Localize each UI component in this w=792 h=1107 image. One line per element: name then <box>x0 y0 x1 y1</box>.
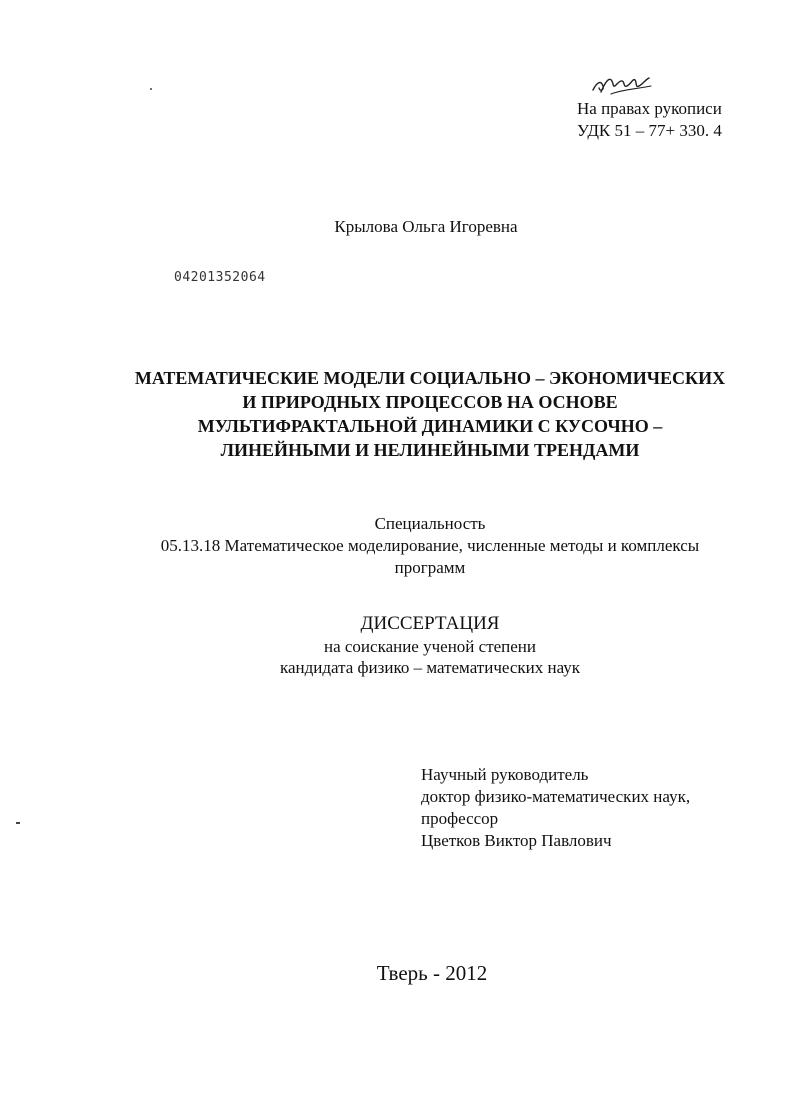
city-year <box>0 960 792 986</box>
advisor-block <box>421 764 690 852</box>
title-line: И ПРИРОДНЫХ ПРОЦЕССОВ НА ОСНОВЕ <box>242 392 618 412</box>
dissertation-title <box>70 366 790 462</box>
scan-speck <box>16 822 20 824</box>
dissertation-heading: ДИССЕРТАЦИЯ <box>360 613 500 634</box>
author-name <box>0 216 792 238</box>
rights-line: На правах рукописи <box>577 99 722 118</box>
specialty-code-line-cont: программ <box>394 558 466 577</box>
manuscript-rights-block <box>577 98 722 142</box>
udc-line: УДК 51 – 77+ 330. 4 <box>577 121 722 140</box>
advisor-title: профессор <box>421 809 499 828</box>
dissertation-block <box>70 612 790 678</box>
city-year-text: Тверь - 2012 <box>376 961 488 985</box>
author-name-text: Крылова Ольга Игоревна <box>334 217 518 236</box>
library-stamp-number: 04201352064 <box>174 270 266 285</box>
degree-line: на соискание ученой степени <box>323 637 537 656</box>
specialty-block <box>70 513 790 579</box>
advisor-name: Цветков Виктор Павлович <box>421 831 612 850</box>
degree-field-line: кандидата физико – математических наук <box>279 658 581 677</box>
handwritten-signature <box>591 72 653 98</box>
specialty-code-line: 05.13.18 Математическое моделирование, численные методы и комплексы <box>160 536 700 555</box>
scan-speck <box>150 88 152 90</box>
title-line: ЛИНЕЙНЫМИ И НЕЛИНЕЙНЫМИ ТРЕНДАМИ <box>220 440 640 460</box>
advisor-degree: доктор физико-математических наук, <box>421 787 691 806</box>
title-line: МУЛЬТИФРАКТАЛЬНОЙ ДИНАМИКИ С КУСОЧНО – <box>197 416 663 436</box>
title-line: МАТЕМАТИЧЕСКИЕ МОДЕЛИ СОЦИАЛЬНО – ЭКОНОМИЧЕСКИХ <box>134 368 726 388</box>
advisor-role: Научный руководитель <box>421 765 589 784</box>
specialty-label: Специальность <box>374 514 486 533</box>
